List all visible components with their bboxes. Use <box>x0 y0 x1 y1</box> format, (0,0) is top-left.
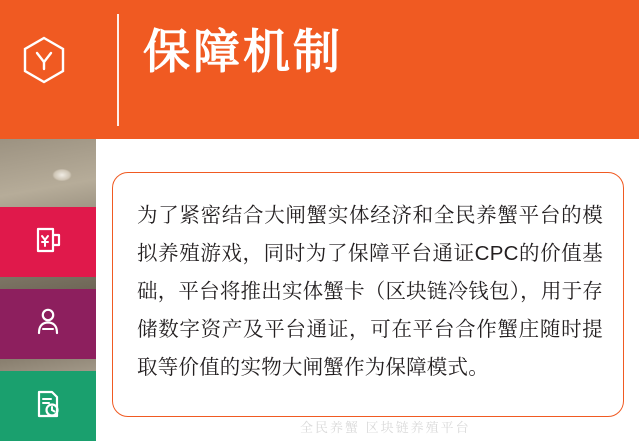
sidebar-tile-user[interactable] <box>0 289 96 359</box>
sidebar-tile-document[interactable] <box>0 371 96 441</box>
document-clock-icon <box>31 387 65 426</box>
watermark-text: 全民养蟹 区块链养殖平台 <box>300 420 471 435</box>
user-person-icon <box>31 305 65 344</box>
body-paragraph: 为了紧密结合大闸蟹实体经济和全民养蟹平台的模拟养殖游戏，同时为了保障平台通证CPC的价值基础，平台将推出实体蟹卡（区块链冷钱包），用于存储数字资产及平台通证，可在平台合作蟹庄随时提取等价值的实物大闸蟹作为保障模式。 <box>137 204 603 379</box>
hexagon-y-icon <box>22 36 66 84</box>
wallet-yuan-icon <box>31 223 65 262</box>
header-divider <box>117 14 119 126</box>
content-card <box>112 172 624 417</box>
header-banner <box>0 0 639 139</box>
sidebar <box>0 139 96 441</box>
sidebar-tile-wallet[interactable] <box>0 207 96 277</box>
page-title: 保障机制 <box>143 25 343 78</box>
